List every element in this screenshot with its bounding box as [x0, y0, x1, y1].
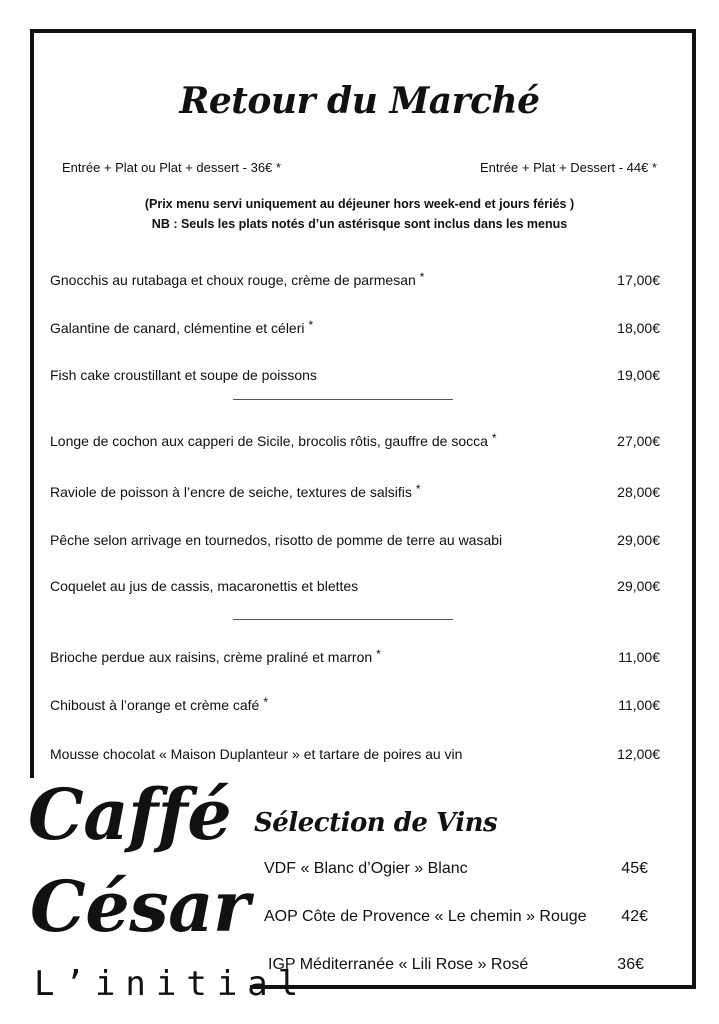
brand-logo-initial: L’initial [34, 964, 309, 1004]
wine-name: AOP Côte de Provence « Le chemin » Rouge [264, 908, 587, 925]
wine-item [264, 860, 648, 878]
starter-item [50, 318, 660, 336]
starter-item [50, 365, 660, 383]
main-item [50, 431, 660, 449]
menu-offer-three-courses: Entrée + Plat + Dessert - 44€ * [479, 160, 657, 175]
main-item [50, 530, 660, 548]
dish-name: Galantine de canard, clémentine et céleri [50, 320, 305, 336]
dish-price: 29,00€ [617, 578, 660, 594]
wine-item [268, 956, 644, 974]
dessert-item [50, 647, 660, 665]
dish-name: Fish cake croustillant et soupe de poissons [50, 367, 317, 383]
wine-price: 42€ [621, 908, 648, 925]
dish-price: 27,00€ [617, 433, 660, 449]
wine-price: 36€ [617, 956, 644, 973]
dish-name: Longe de cochon aux capperi de Sicile, brocolis rôtis, gauffre de socca [50, 433, 488, 449]
main-item [50, 576, 660, 594]
dish-name: Chiboust à l’orange et crème café [50, 697, 260, 713]
section-divider [233, 619, 453, 620]
dish-price: 18,00€ [617, 320, 660, 336]
dish-name: Brioche perdue aux raisins, crème praliné et marron [50, 649, 373, 665]
asterisk-mark: * [263, 695, 269, 709]
dish-name: Pêche selon arrivage en tournedos, risotto de pomme de terre au wasabi [50, 532, 503, 548]
dish-price: 17,00€ [617, 272, 660, 288]
wine-item [264, 908, 648, 926]
dish-price: 29,00€ [617, 532, 660, 548]
wine-section-title: Sélection de Vins [254, 808, 498, 838]
lunch-note: (Prix menu servi uniquement au déjeuner hors week-end et jours fériés ) [144, 197, 575, 211]
dish-price: 11,00€ [618, 649, 660, 665]
asterisk-note: NB : Seuls les plats notés d’un astérisque sont inclus dans les menus [151, 217, 568, 231]
brand-logo-caffe: Caffé [28, 773, 232, 856]
main-item [50, 482, 660, 500]
dish-name: Raviole de poisson à l’encre de seiche, textures de salsifis [50, 484, 412, 500]
brand-logo-cesar: César [30, 865, 250, 948]
asterisk-mark: * [376, 647, 381, 661]
wine-name: VDF « Blanc d’Ogier » Blanc [264, 860, 468, 877]
section-divider [233, 399, 453, 400]
asterisk-mark: * [308, 318, 314, 332]
dessert-item [50, 695, 660, 713]
dish-name: Mousse chocolat « Maison Duplanteur » et tartare de poires au vin [50, 746, 463, 762]
menu-title: Retour du Marché [179, 80, 540, 122]
asterisk-mark: * [415, 482, 421, 496]
dish-price: 12,00€ [617, 746, 660, 762]
dish-name: Gnocchis au rutabaga et choux rouge, crème de parmesan [50, 272, 416, 288]
dessert-item [50, 744, 660, 762]
asterisk-mark: * [491, 431, 497, 445]
dish-name: Coquelet au jus de cassis, macaronettis et blettes [50, 578, 359, 594]
menu-offer-two-courses: Entrée + Plat ou Plat + dessert - 36€ * [62, 160, 281, 175]
dish-price: 19,00€ [617, 367, 660, 383]
starter-item [50, 270, 660, 288]
dish-price: 11,00€ [618, 697, 660, 713]
wine-price: 45€ [621, 860, 648, 877]
dish-price: 28,00€ [617, 484, 660, 500]
wine-name: IGP Méditerranée « Lili Rose » Rosé [268, 956, 529, 973]
asterisk-mark: * [419, 270, 425, 284]
